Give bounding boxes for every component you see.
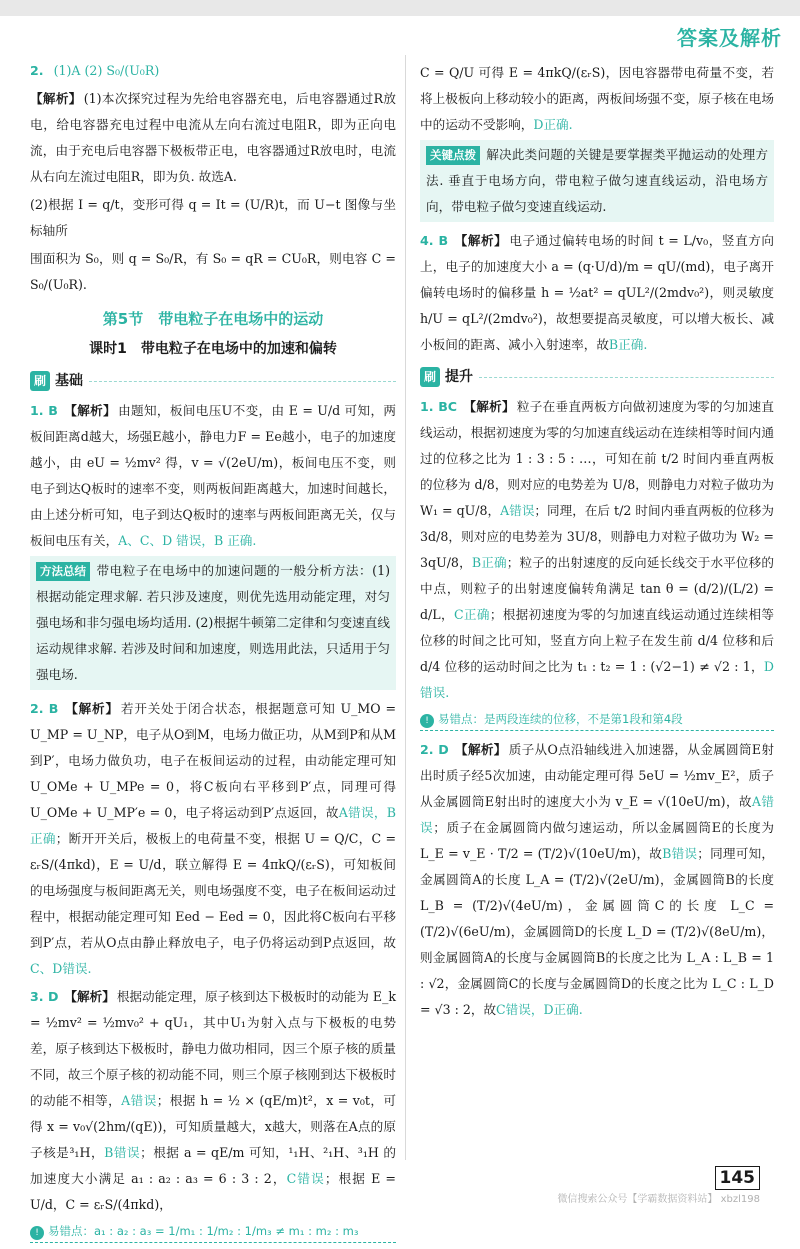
analysis-text: 粒子在垂直两板方向做初速度为零的匀加速直线运动，根据初速度为零的匀加速直线运动在连续相等时间内通过的位移之比为 1 : 3 : 5 : …，可知在前 t/2 时间内垂直两板的位移为 d/8，则对应的电势差为 U/8，则静电力对粒子做功为 W₁ = qU/8，: [420, 399, 775, 518]
result-text: B正确: [471, 555, 507, 570]
answer-item: [420, 737, 774, 1023]
header-bar: [0, 0, 800, 16]
note-text: 易错点：a₁ : a₂ : a₃ = 1/m₁ : 1/m₂ : 1/m₃ ≠ m₁ : m₂ : m₃: [48, 1224, 359, 1238]
analysis-text: ；根据初速度为零的匀加速直线运动通过连续相等位移的时间之比可知，竖直方向上粒子在发生前 d/4 位移和后 d/4 位移的运动时间之比为 t₁ : t₂ = 1 : (√2−1) ≠ √2 : 1，: [420, 607, 775, 674]
warning-icon: !: [30, 1226, 44, 1240]
box-tag: 方法总结: [36, 562, 90, 581]
page-header-title: 答案及解析: [677, 26, 782, 50]
answer-continuation: [420, 60, 774, 138]
analysis-tag: 【解析】: [463, 399, 515, 414]
box-tag: 关键点拨: [426, 146, 480, 165]
error-note: [420, 708, 774, 731]
question-number: 2. D: [420, 742, 449, 757]
answer-item: [420, 394, 774, 706]
result-text: A错误，B正确: [30, 805, 396, 846]
right-column: [420, 60, 774, 1025]
answer-item: [30, 984, 396, 1218]
analysis-tag: 【解析】: [64, 701, 119, 716]
box-text: 解决此类问题的关键是要掌握类平抛运动的处理方法. 垂直于电场方向，带电粒子做匀速直线运动，沿电场方向，带电粒子做匀变速直线运动.: [426, 147, 768, 214]
note-text: 易错点：是两段连续的位移，不是第1段和第4段: [438, 712, 683, 726]
analysis-text: ；根据 E = U/d，C = εᵣS/(4πkd)，: [30, 1171, 396, 1212]
result-text: B错误: [104, 1145, 141, 1160]
result-text: D错误.: [420, 659, 774, 700]
result-text: A错误: [121, 1093, 157, 1108]
analysis-text: ；根据 h = ½ × (qE/m)t²，x = v₀t，可得 x = v₀√(2hm/(qE))，可知质量越大，x越大，则落在A点的原子核是³₁H，: [30, 1093, 396, 1160]
result-text: C错误: [286, 1171, 325, 1186]
analysis-text: ；同理可知，金属圆筒A的长度 L_A = (T/2)√(2eU/m)，金属圆筒B的长度 L_B = (T/2)√(4eU/m)，金属圆筒C的长度 L_C = (T/2)√(6eU/m)，金属圆筒D的长度 L_D = (T/2)√(8eU/m)，则金属圆筒A的长度与金属圆筒B的长度之比为 L_A : L_B = 1 : √2，金属圆筒C的长度与金属圆筒D的长度之比为 L_C : L_D = √3 : 2，故: [420, 846, 774, 1017]
analysis-text: ；断开开关后，极板上的电荷量不变，根据 U = Q/C，C = εᵣS/(4πkd)，E = U/d，联立解得 E = 4πkQ/(εᵣS)，可知板间的电场强度与板间距离无关，则电场强度不变，电子在板间运动过程中，根据动能定理可知 Eed − Eed = 0，因此将C板向右平移到P′点，若从O点由静止释放电子，电子仍将运动到P点返回，故: [30, 831, 396, 950]
analysis-tag: 【解析】: [454, 742, 507, 757]
analysis-text: ；同理，在后 t/2 时间内垂直两板的位移为 3d/8，则对应的电势差为 3U/8，则静电力对粒子做功为 W₂ = 3qU/8，: [420, 503, 774, 570]
warning-icon: !: [420, 714, 434, 728]
analysis-paragraph: (2)根据 I = q/t，变形可得 q = It = (U/R)t，而 U−t 图像与坐标轴所: [30, 197, 396, 238]
result-text: C错误，D正确.: [496, 1002, 583, 1017]
analysis-tag: 【解析】: [63, 403, 117, 418]
analysis-text: 根据动能定理，原子核到达下极板时的动能为 E_k = ½mv² = ½mv₀² + qU₁，其中U₁为射入点与下极板的电势差，原子核到达下极板时，静电力做功相同，因三个原子核的质量不同，故三个原子核的初动能不同，则三个原子核刚到达下极板时的动能不相等，: [30, 989, 397, 1108]
question-number: 4. B: [420, 233, 449, 248]
dashed-rule: [479, 377, 774, 378]
result-text: A错误: [500, 503, 535, 518]
brush-badge-icon: 刷: [30, 371, 50, 391]
left-column: [30, 58, 396, 1249]
answer-item: [30, 398, 396, 554]
answer-q2-prev: [30, 58, 396, 84]
answer-key: (1)A (2) S₀/(U₀R): [53, 63, 160, 78]
result-text: B正确.: [608, 337, 648, 352]
analysis-text: 若开关处于闭合状态，根据题意可知 U_MO = U_MP = U_NP，电子从O到M，电场力做正功，从M到P和从M到P′，电场力做负功，电子在板间运动的过程，由动能定理可知 U_OMe + U_MPe = 0，将C板向右平移到P′点，同理可得 U_OMe + U_MP′e = 0，电子将运动到P′点返回，故: [30, 701, 396, 820]
level-label: 提升: [445, 369, 473, 385]
analysis-text: ；质子在金属圆筒内做匀速运动，所以金属圆筒E的长度为 L_E = v_E · T/2 = (T/2)√(10eU/m)，故: [420, 820, 774, 861]
watermark-text: 微信搜索公众号【学霸数据资料站】 xbzl198: [557, 1194, 760, 1205]
result-text: C正确: [453, 607, 490, 622]
analysis-text: 质子从O点沿轴线进入加速器，从金属圆筒E射出时质子经5次加速，由动能定理可得 5eU = ½mv_E²，质子从金属圆筒E射出时的速度大小为 v_E = √(10eU/m)，故: [420, 742, 774, 809]
page-number: 145: [715, 1166, 761, 1190]
dashed-rule: [89, 381, 396, 382]
question-number: 3. D: [30, 989, 59, 1004]
brush-badge-icon: 刷: [420, 367, 440, 387]
level-heading-advanced: [420, 364, 774, 390]
question-number: 1. B: [30, 403, 58, 418]
key-tip-box: [420, 140, 774, 222]
result-text: C、D错误.: [30, 961, 92, 976]
analysis-tag: 【解析】: [454, 233, 508, 248]
result-text: A、C、D 错误，B 正确.: [118, 533, 257, 548]
question-number: 2. B: [30, 701, 59, 716]
section-title: 第5节 带电粒子在电场中的运动: [102, 310, 324, 328]
analysis-tag: 【解析】: [64, 989, 115, 1004]
level-label: 基础: [55, 373, 83, 389]
method-summary-box: [30, 556, 396, 690]
box-text: 带电粒子在电场中的加速问题的一般分析方法：(1)根据动能定理求解. 若只涉及速度，则优先选用动能定理，对匀强电场和非匀强电场均适用. (2)根据牛顿第二定律和匀变速直线运动规律求解. 若涉及时间和加速度，则选用此法，只适用于匀强电场.: [36, 563, 390, 682]
answer-item: [420, 228, 774, 358]
analysis-paragraph: 围面积为 S₀，则 q = S₀/R，有 S₀ = qR = CU₀R，则电容 C = S₀/(U₀R).: [30, 251, 396, 292]
result-text: A错误: [420, 794, 774, 835]
column-divider: [405, 55, 406, 1160]
analysis-text: 由题知，板间电压U不变，由 E = U/d 可知，两板间距离d越大，场强E越小，静电力F = Ee越小，电子的加速度越小，由 eU = ½mv² 得，v = √(2eU/m)，板间电压不变，则电子到达Q板时的速率不变，则两板间距离越大，加速时间越长，由上述分析可知，电子到达Q板时的速率与两板间距离无关，仅与板间电压有关，: [30, 403, 397, 548]
analysis-text: (1)本次探究过程为先给电容器充电，后电容器通过R放电，给电容器充电过程中电流从左向右流过电阻R，即为正向电流，由于充电后电容器下极板带正电，电容器通过R放电时，电流从右向左流过电阻R，即为负. 故选A.: [30, 91, 397, 184]
analysis-text: ；粒子的出射速度的反向延长线交于水平位移的中点，则粒子的出射速度偏转角满足 tan θ = (d/2)/(L/2) = d/L，: [420, 555, 774, 622]
analysis-text: C = Q/U 可得 E = 4πkQ/(εᵣS)，因电容器带电荷量不变，若将上极板向上移动较小的距离，两板间场强不变，原子核在电场中的运动不受影响，: [420, 65, 774, 132]
answer-item: [30, 696, 396, 982]
analysis-tag: 【解析】: [30, 91, 82, 106]
question-number: 2.: [30, 63, 44, 78]
analysis-text: ；根据 a = qE/m 可知，¹₁H、²₁H、³₁H 的加速度大小满足 a₁ : a₂ : a₃ = 6 : 3 : 2，: [30, 1145, 396, 1186]
result-text: B错误: [662, 846, 698, 861]
level-heading-basic: [30, 368, 396, 394]
result-text: D正确.: [533, 117, 573, 132]
question-number: 1. BC: [420, 399, 458, 414]
error-note: [30, 1220, 396, 1243]
analysis-paragraph: [30, 86, 396, 190]
lesson-title: 课时1 带电粒子在电场中的加速和偏转: [89, 341, 337, 357]
analysis-text: 电子通过偏转电场的时间 t = L/v₀，竖直方向上，电子的加速度大小 a = (q·U/d)/m = qU/(md)，电子离开偏转电场时的偏移量 h = ½at² = qUL²/(2mdv₀²)，则灵敏度 h/U = qL²/(2mdv₀²)，故想要提高灵敏度，可以增大板长、减小板间的距离、减小入射速率，故: [420, 233, 775, 352]
